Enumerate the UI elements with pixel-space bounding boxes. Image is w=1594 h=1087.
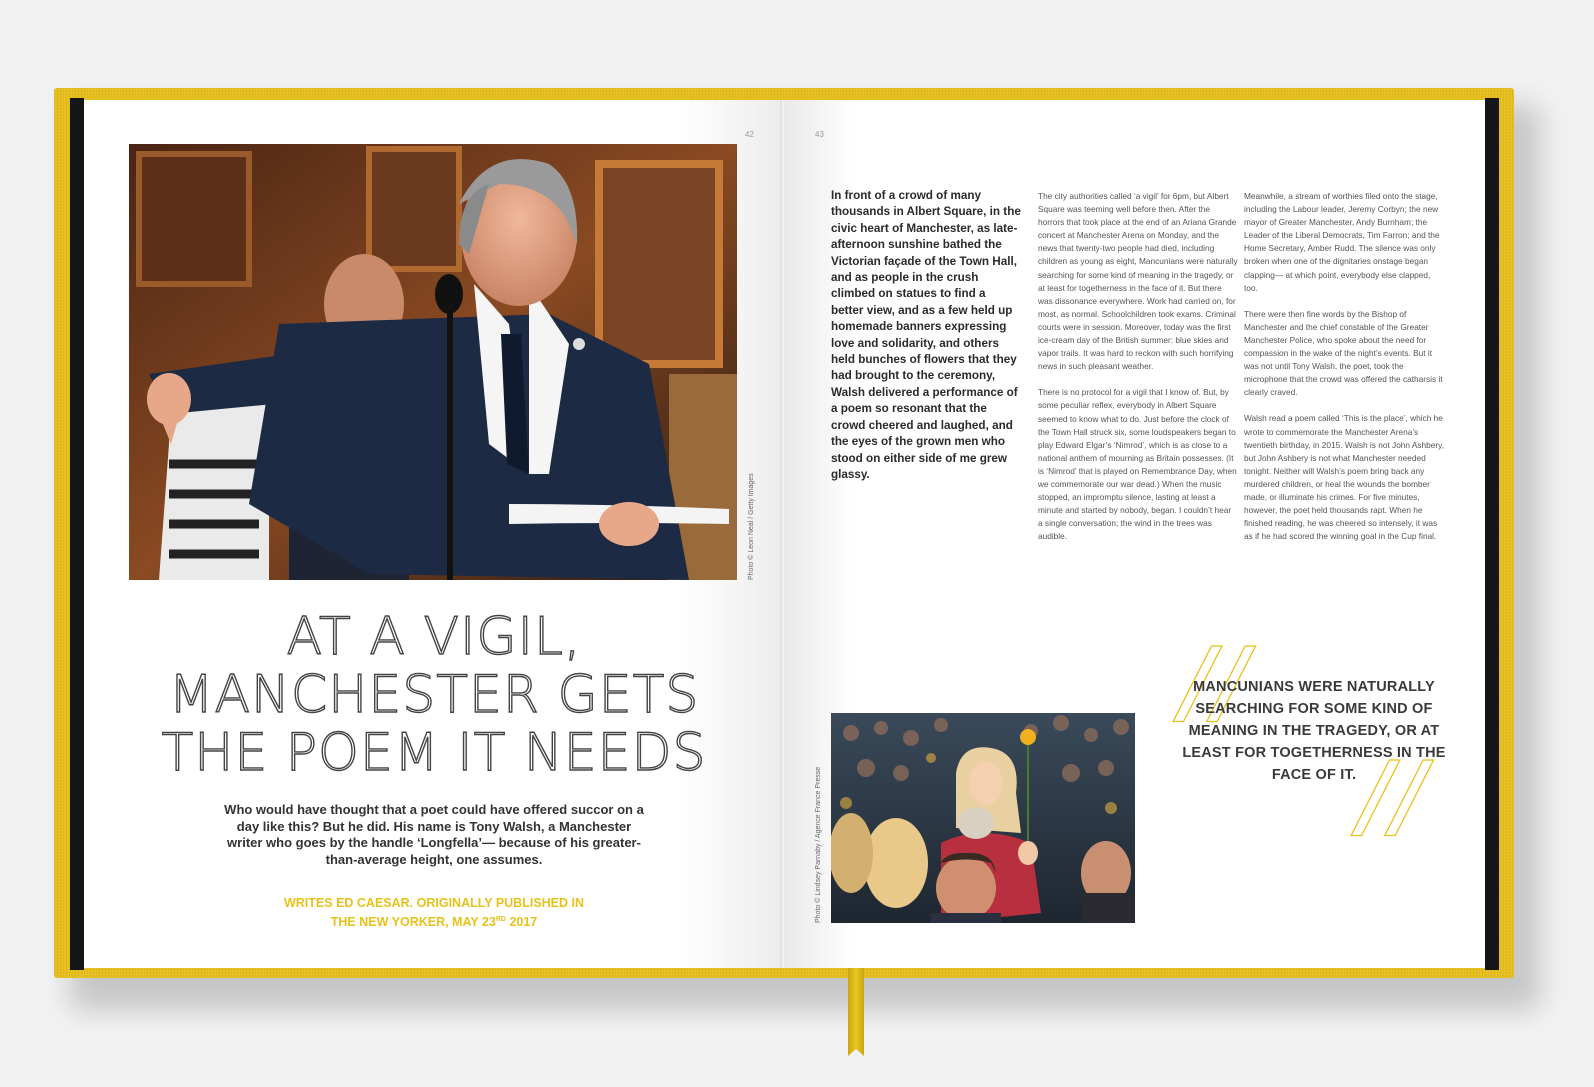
title-line-2: MANCHESTER GETS [168, 665, 700, 725]
title-line-1: AT A VIGIL, [286, 607, 582, 667]
byline-date: THE NEW YORKER, MAY 23 [330, 914, 496, 929]
byline-line-1: WRITES ED CAESAR. ORIGINALLY PUBLISHED IN [283, 896, 585, 910]
byline-ordinal: RD [495, 915, 506, 923]
byline-year: 2017 [505, 914, 538, 929]
page-number-right: 43 [815, 130, 824, 139]
main-photo [129, 144, 737, 580]
title-line-3: THE POEM IT NEEDS [161, 723, 707, 783]
quote-open-mark: // [1182, 628, 1250, 735]
article-title [124, 608, 744, 782]
pull-quote: MANCUNIANS WERE NATURALLY SEARCHING FOR SOME KIND OF MEANING IN THE TRAGEDY, OR AT LEAST FOR TOGETHERNESS IN THE FACE OF IT. [1182, 679, 1446, 783]
small-photo-credit: Photo © Lindsey Parnaby / Agence France Presse [815, 766, 822, 923]
quote-close-mark: // [1360, 742, 1428, 849]
byline-line-2 [264, 912, 604, 931]
byline [264, 895, 604, 930]
body-column-2 [1244, 190, 1444, 556]
book-edge-left [70, 98, 84, 970]
body-paragraph: Walsh read a poem called ‘This is the place’, which he wrote to commemorate the Manchester Arena’s twentieth birthday, in 2015. Walsh is not John Ashbery, but John Ashbery is not what Manchester needed tonight. Neither will Walsh’s poem bring back any murdered children, or heal the wounds the bomber made, or illuminate his crimes. For five minutes, however, the poet held thousands rapt. When he finished reading, he was cheered so intensely, it was as if he had scored the winning goal in the Cup final. [1244, 413, 1445, 542]
lede-paragraph: In front of a crowd of many thousands in Albert Square, in the civic heart of Manchester, as late-afternoon sunshine bathed the Victorian façade of the Town Hall, and as people in the crush climbed on statues to find a better view, and as a few held up homemade banners expressing love and solidarity, and others held bunches of flowers that they had brought to the ceremony, Walsh delivered a performance of a poem so resonant that the crowd cheered and laughed, and the eyes of the grown men who stood on either side of me grew glassy. [831, 189, 1021, 481]
body-paragraph: There is no protocol for a vigil that I know of. But, by some peculiar reflex, everybody in Albert Square seemed to know what to do. Just before the clock of the Town Hall struck six, some loudspeakers began to play Edward Elgar’s ‘Nimrod’, which is as close to a national anthem of mourning as Britain possesses. (It is ‘Nimrod’ that is played on Remembrance Day, when we commemorate our war dead.) When the music stopped, an impromptu silence, lasting at least a minute and started by nobody, began. I couldn’t hear a single conversation; the wind in the trees was audible. [1038, 387, 1237, 542]
left-page [84, 100, 784, 968]
body-column-1 [1038, 190, 1238, 556]
body-paragraph: There were then fine words by the Bishop of Manchester and the chief constable of the Greater Manchester Police, who spoke about the need for compassion in the wake of the night’s events. But it was not until Tony Walsh, the poet, took the microphone that the crowd was offered the catharsis it clearly craved. [1244, 308, 1443, 398]
standfirst: Who would have thought that a poet could have offered succor on a day like this? But he did. His name is Tony Walsh, a Manchester writer who goes by the handle ‘Longfella’— because of his greater-than-average height, one assumes. [224, 802, 644, 867]
book-edge-right [1485, 98, 1499, 970]
page-number-left: 42 [745, 130, 754, 139]
body-paragraph: Meanwhile, a stream of worthies filed onto the stage, including the Labour leader, Jeremy Corbyn; the new mayor of Greater Manchester, Andy Burnham; the Leader of the Liberal Democrats, Tim Farron; and the Home Secretary, Amber Rudd. The silence was only broken when one of the dignitaries onstage began clapping— at which point, everybody else clapped, too. [1244, 191, 1440, 293]
bookmark-ribbon [848, 968, 864, 1056]
right-page [784, 100, 1485, 968]
main-photo-credit: Photo © Leon Neal / Getty Images [748, 473, 755, 580]
body-paragraph: The city authorities called ‘a vigil’ for 6pm, but Albert Square was teeming well before then. After the horrors that took place at the end of an Ariana Grande concert at Manchester Arena on Monday, and the news that twenty-two people had died, including children as young as eight, Mancunians were naturally searching for some kind of meaning in the tragedy, or at least for togetherness in the face of it. But there was dissonance everywhere. Work had carried on, for most, as normal. Schoolchildren took exams. Criminal courts were in session. Moreover, today was the first ice-cream day of the British summer: blue skies and vapor trails. It was hard to reckon with such horrifying news in such pleasant weather. [1038, 191, 1238, 372]
crowd-photo [831, 713, 1135, 923]
